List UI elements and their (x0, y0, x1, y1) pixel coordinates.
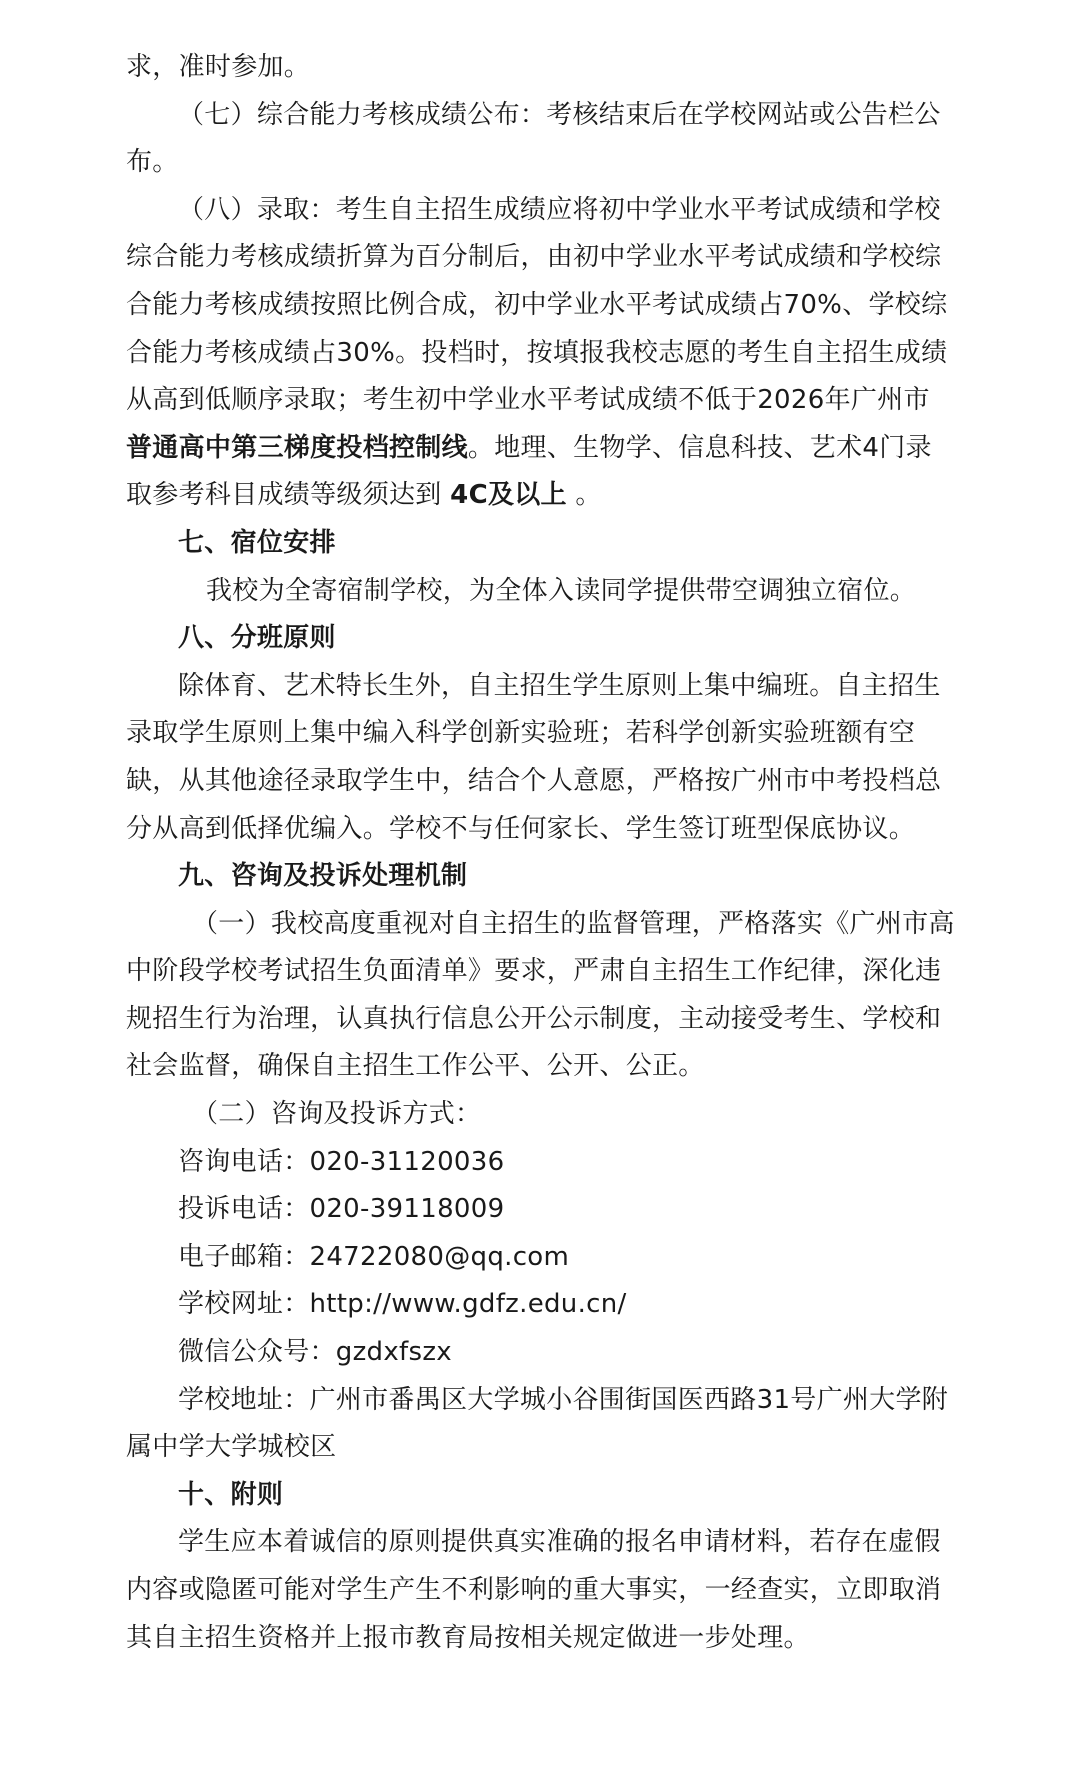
item-8-line: （八）录取：考生自主招生成绩应将初中学业水平考试成绩和学校 (178, 194, 941, 225)
section-8-line: 缺，从其他途径录取学生中，结合个人意愿，严格按广州市中考投档总 (126, 765, 942, 796)
item-8-line: 合能力考核成绩按照比例合成，初中学业水平考试成绩占70%、学校综 (126, 289, 948, 320)
school-address: 学校地址：广州市番禺区大学城小谷围街国医西路31号广州大学附 (178, 1384, 949, 1415)
section-9-heading: 九、咨询及投诉处理机制 (178, 861, 468, 892)
section-8-line: 分从高到低择优编入。学校不与任何家长、学生签订班型保底协议。 (126, 813, 916, 844)
school-website: 学校网址：http://www.gdfz.edu.cn/ (178, 1289, 627, 1320)
section-10-heading: 十、附则 (178, 1479, 284, 1510)
document-body (126, 44, 956, 1662)
control-line-emphasis: 普通高中第三梯度投档控制线 (126, 432, 468, 463)
item-8-line: 合能力考核成绩占30%。投档时，按填报我校志愿的考生自主招生成绩 (126, 337, 948, 368)
section-8-heading: 八、分班原则 (178, 623, 336, 654)
item-8-text: 。 (566, 480, 602, 511)
consult-phone: 咨询电话：020-31120036 (178, 1146, 505, 1177)
complaint-phone: 投诉电话：020-39118009 (178, 1194, 505, 1225)
item-8-text: 。地理、生物学、信息科技、艺术4门录 (467, 432, 932, 463)
item-8-line (126, 425, 956, 473)
section-7-heading: 七、宿位安排 (178, 527, 336, 558)
item-8-line: 综合能力考核成绩折算为百分制后，由初中学业水平考试成绩和学校综 (126, 242, 942, 273)
contact-methods-title: （二）咨询及投诉方式： (192, 1099, 482, 1130)
email-address: 电子邮箱：24722080@qq.com (178, 1241, 570, 1272)
grade-requirement-emphasis: 4C及以上 (450, 480, 567, 511)
section-10-line: 其自主招生资格并上报市教育局按相关规定做进一步处理。 (126, 1622, 810, 1653)
section-9-line: 规招生行为治理，认真执行信息公开公示制度，主动接受考生、学校和 (126, 1003, 942, 1034)
item-8-line (126, 472, 956, 520)
item-7-line: （七）综合能力考核成绩公布：考核结束后在学校网站或公告栏公 (178, 99, 941, 130)
item-8-line: 从高到低顺序录取；考生初中学业水平考试成绩不低于2026年广州市 (126, 385, 930, 416)
section-8-line: 除体育、艺术特长生外，自主招生学生原则上集中编班。自主招生 (178, 670, 941, 701)
item-8-text: 取参考科目成绩等级须达到 (126, 480, 451, 511)
section-7-line: 我校为全寄宿制学校，为全体入读同学提供带空调独立宿位。 (206, 575, 917, 606)
section-9-line: 社会监督，确保自主招生工作公平、公开、公正。 (126, 1051, 705, 1082)
section-9-line: （一）我校高度重视对自主招生的监督管理，严格落实《广州市高 (192, 908, 955, 939)
section-9-line: 中阶段学校考试招生负面清单》要求，严肃自主招生工作纪律，深化违 (126, 956, 942, 987)
section-8-line: 录取学生原则上集中编入科学创新实验班；若科学创新实验班额有空 (126, 718, 916, 749)
wechat-account: 微信公众号：gzdxfszx (178, 1337, 452, 1368)
paragraph-line: 求，准时参加。 (126, 52, 311, 82)
school-address: 属中学大学城校区 (126, 1432, 337, 1463)
section-10-line: 内容或隐匿可能对学生产生不利影响的重大事实，一经查实，立即取消 (126, 1575, 942, 1605)
section-10-line: 学生应本着诚信的原则提供真实准确的报名申请材料，若存在虚假 (178, 1527, 941, 1558)
item-7-line: 布。 (126, 147, 179, 178)
